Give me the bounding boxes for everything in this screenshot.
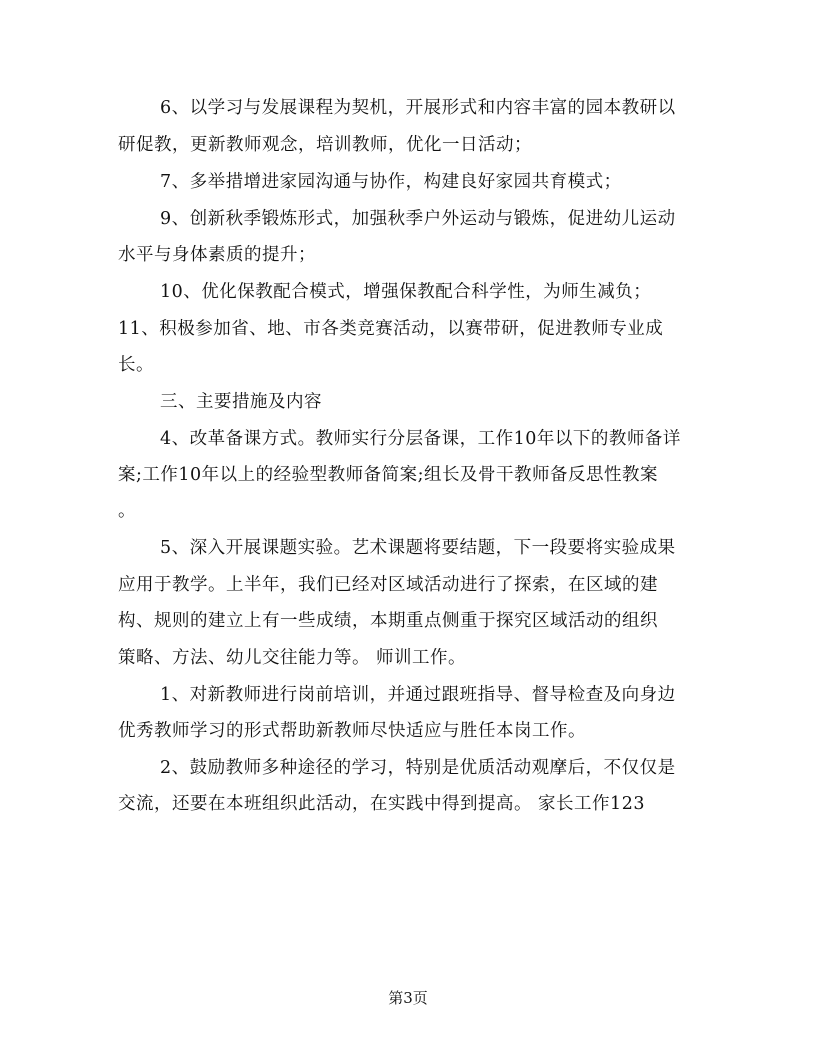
text-line: 1、对新教师进行岗前培训，并通过跟班指导、督导检查及向身边: [160, 685, 676, 705]
text-line: 构、规则的建立上有一些成绩，本期重点侧重于探究区域活动的组织: [118, 611, 658, 631]
page-number: 第3页: [388, 989, 428, 1007]
text-line: 研促教，更新教师观念，培训教师，优化一日活动；: [118, 135, 532, 155]
text-line: 案;工作10年以上的经验型教师备简案;组长及骨干教师备反思性教案: [118, 465, 659, 485]
text-line: 4、改革备课方式。教师实行分层备课，工作10年以下的教师备详: [160, 429, 681, 449]
text-line: 10、优化保教配合模式，增强保教配合科学性，为师生减负；: [160, 282, 652, 302]
text-line: 交流，还要在本班组织此活动，在实践中得到提高。 家长工作123: [118, 794, 645, 814]
text-line: 7、多举措增进家园沟通与协作，构建良好家园共育模式；: [160, 172, 622, 192]
text-line: 水平与身体素质的提升；: [118, 245, 316, 265]
text-line: 应用于教学。上半年，我们已经对区域活动进行了探索，在区域的建: [118, 575, 658, 595]
text-line: 策略、方法、幼儿交往能力等。 师训工作。: [118, 648, 467, 668]
section-heading: 三、主要措施及内容: [160, 392, 322, 412]
text-line: 6、以学习与发展课程为契机，开展形式和内容丰富的园本教研以: [160, 98, 676, 118]
text-line: 长。: [118, 355, 154, 375]
text-line: 优秀教师学习的形式帮助新教师尽快适应与胜任本岗工作。: [118, 721, 586, 741]
text-line: 11、积极参加省、地、市各类竞赛活动，以赛带研，促进教师专业成: [118, 319, 664, 339]
text-line: 2、鼓励教师多种途径的学习，特别是优质活动观摩后，不仅仅是: [160, 758, 676, 778]
text-line: 5、深入开展课题实验。艺术课题将要结题，下一段要将实验成果: [160, 538, 676, 558]
text-line: 9、创新秋季锻炼形式，加强秋季户外运动与锻炼，促进幼儿运动: [160, 209, 676, 229]
text-line: 。: [118, 501, 136, 521]
